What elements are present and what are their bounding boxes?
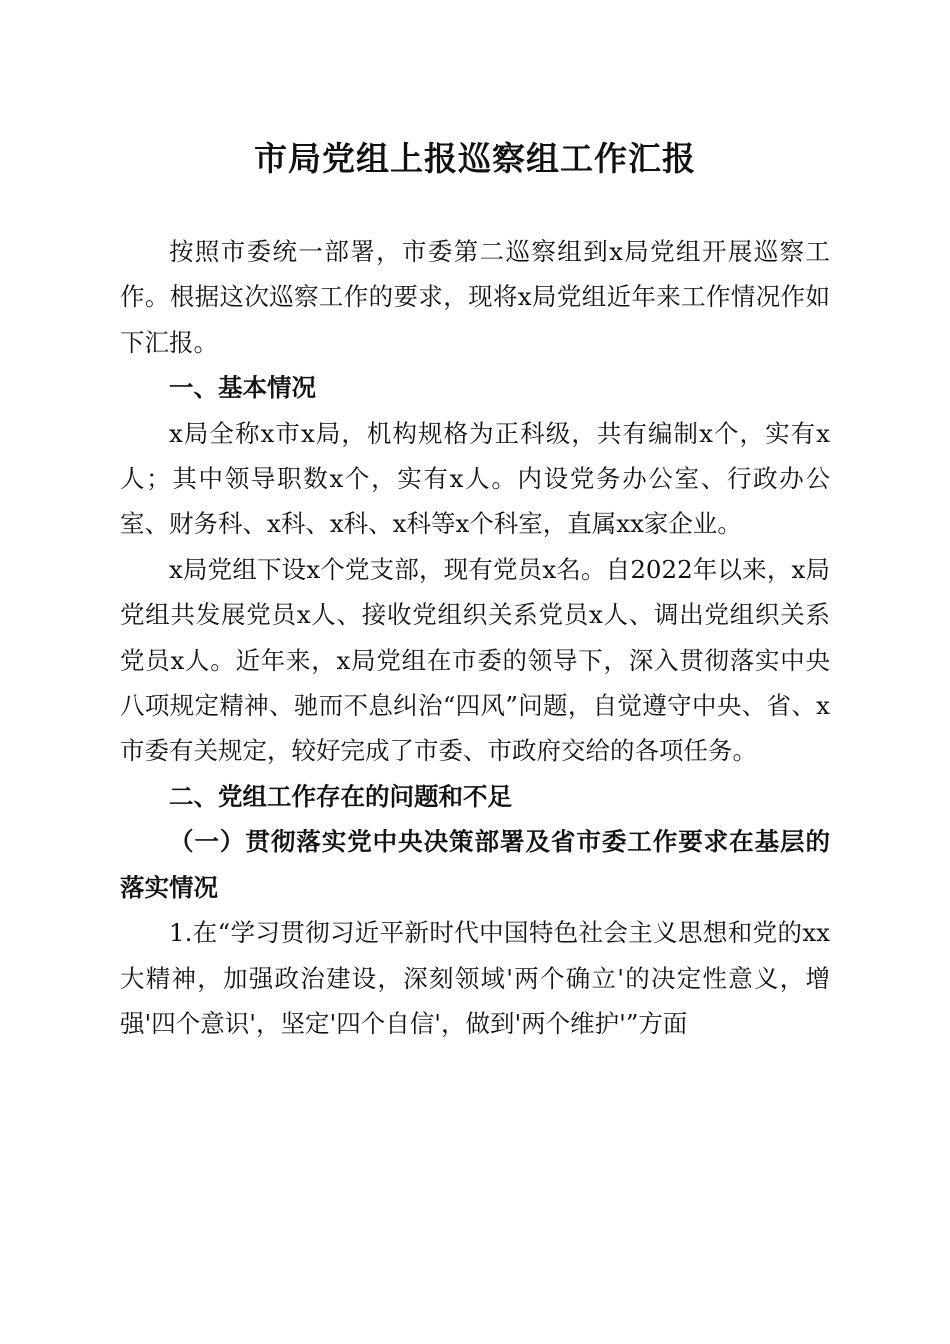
- section-heading-problems: 二、党组工作存在的问题和不足: [169, 781, 512, 811]
- document-title: 市局党组上报巡察组工作汇报: [254, 139, 696, 178]
- section-heading-basic-situation: 一、基本情况: [169, 373, 316, 403]
- intro-paragraph: 按照市委统一部署，市委第二巡察组到x局党组开展巡察工作。根据这次巡察工作的要求，现将x局党组近年来工作情况作如下汇报。: [120, 237, 830, 357]
- subsection-heading-implementation: （一）贯彻落实党中央决策部署及省市委工作要求在基层的落实情况: [120, 827, 830, 902]
- body-paragraph-organization: x局全称x市x局，机构规格为正科级，共有编制x个，实有x人；其中领导职数x个，实有x人。内设党务办公室、行政办公室、财务科、x科、x科、x科等x个科室，直属xx家企业。: [120, 418, 830, 539]
- list-item-paragraph-1: 1.在“学习贯彻习近平新时代中国特色社会主义思想和党的xx大精神，加强政治建设，深刻领域'两个确立'的决定性意义，增强'四个意识'，坚定'四个自信'，做到'两个维护'”方面: [120, 918, 830, 1038]
- document-body: [120, 229, 830, 1046]
- body-paragraph-party-members: x局党组下设x个党支部，现有党员x名。自2022年以来，x局党组共发展党员x人、接收党组织关系党员x人、调出党组织关系党员x人。近年来，x局党组在市委的领导下，深入贯彻落实中央八项规定精神、驰而不息纠治“四风”问题，自觉遵守中央、省、x市委有关规定，较好完成了市委、市政府交给的各项任务。: [120, 554, 830, 766]
